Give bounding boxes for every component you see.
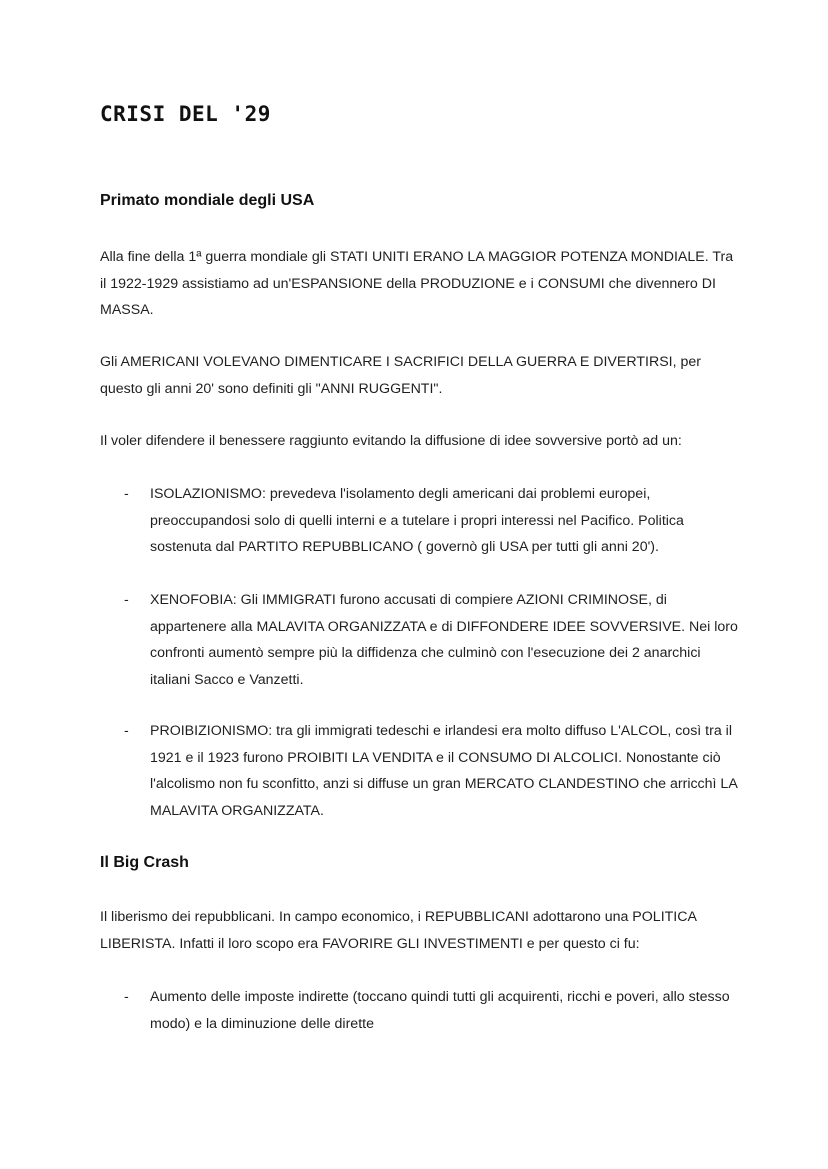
list-item-imposte xyxy=(100,984,740,1037)
list-item-text: XENOFOBIA: Gli IMMIGRATI furono accusati di compiere AZIONI CRIMINOSE, di appartenere alla MALAVITA ORGANIZZATA e di DIFFONDERE IDEE SOVVERSIVE. Nei loro confronti aumentò sempre più la diffidenza che culminò con l'esecuzione dei 2 anarchici italiani Sacco e Vanzetti. xyxy=(150,592,738,688)
paragraph-primato-1: Alla fine della 1ª guerra mondiale gli STATI UNITI ERANO LA MAGGIOR POTENZA MONDIALE. Tra il 1922-1929 assistiamo ad un'ESPANSIONE della PRODUZIONE e i CONSUMI che divennero DI MASSA. xyxy=(100,249,734,318)
paragraph-big-crash-1: Il liberismo dei repubblicani. In campo economico, i REPUBBLICANI adottarono una POLITICA LIBERISTA. Infatti il loro scopo era FAVORIRE GLI INVESTIMENTI e per questo ci fu: xyxy=(100,909,697,952)
list-item-text: PROIBIZIONISMO: tra gli immigrati tedeschi e irlandesi era molto diffuso L'ALCOL, così tra il 1921 e il 1923 furono PROIBITI LA VENDITA e il CONSUMO DI ALCOLICI. Nonostante ciò l'alcolismo non fu sconfitto, anzi si diffuse un gran MERCATO CLANDESTINO che arricchì LA MALAVITA ORGANIZZATA. xyxy=(150,723,737,819)
list-item-proibizionismo xyxy=(100,718,740,824)
bullet-dash: - xyxy=(124,486,129,502)
list-item-text: Aumento delle imposte indirette (toccano quindi tutti gli acquirenti, ricchi e poveri, allo stesso modo) e la diminuzione delle dirette xyxy=(150,989,730,1032)
list-item-xenofobia xyxy=(100,587,740,693)
section-heading-big-crash: Il Big Crash xyxy=(100,854,189,871)
bullet-dash: - xyxy=(124,592,129,608)
section-heading-primato: Primato mondiale degli USA xyxy=(100,192,315,209)
list-item-isolazionismo xyxy=(100,481,740,561)
bullet-dash: - xyxy=(124,989,129,1005)
document-title: CRISI DEL '29 xyxy=(100,102,271,126)
bullet-dash: - xyxy=(124,723,129,739)
paragraph-primato-3: Il voler difendere il benessere raggiunto evitando la diffusione di idee sovversive portò ad un: xyxy=(100,433,682,449)
paragraph-primato-2: Gli AMERICANI VOLEVANO DIMENTICARE I SACRIFICI DELLA GUERRA E DIVERTIRSI, per questo gli anni 20' sono definiti gli "ANNI RUGGENTI". xyxy=(100,354,701,397)
list-item-text: ISOLAZIONISMO: prevedeva l'isolamento degli americani dai problemi europei, preoccupandosi solo di quelli interni e a tutelare i propri interessi nel Pacifico. Politica sostenuta dal PARTITO REPUBBLICANO ( governò gli USA per tutti gli anni 20'). xyxy=(150,486,684,555)
